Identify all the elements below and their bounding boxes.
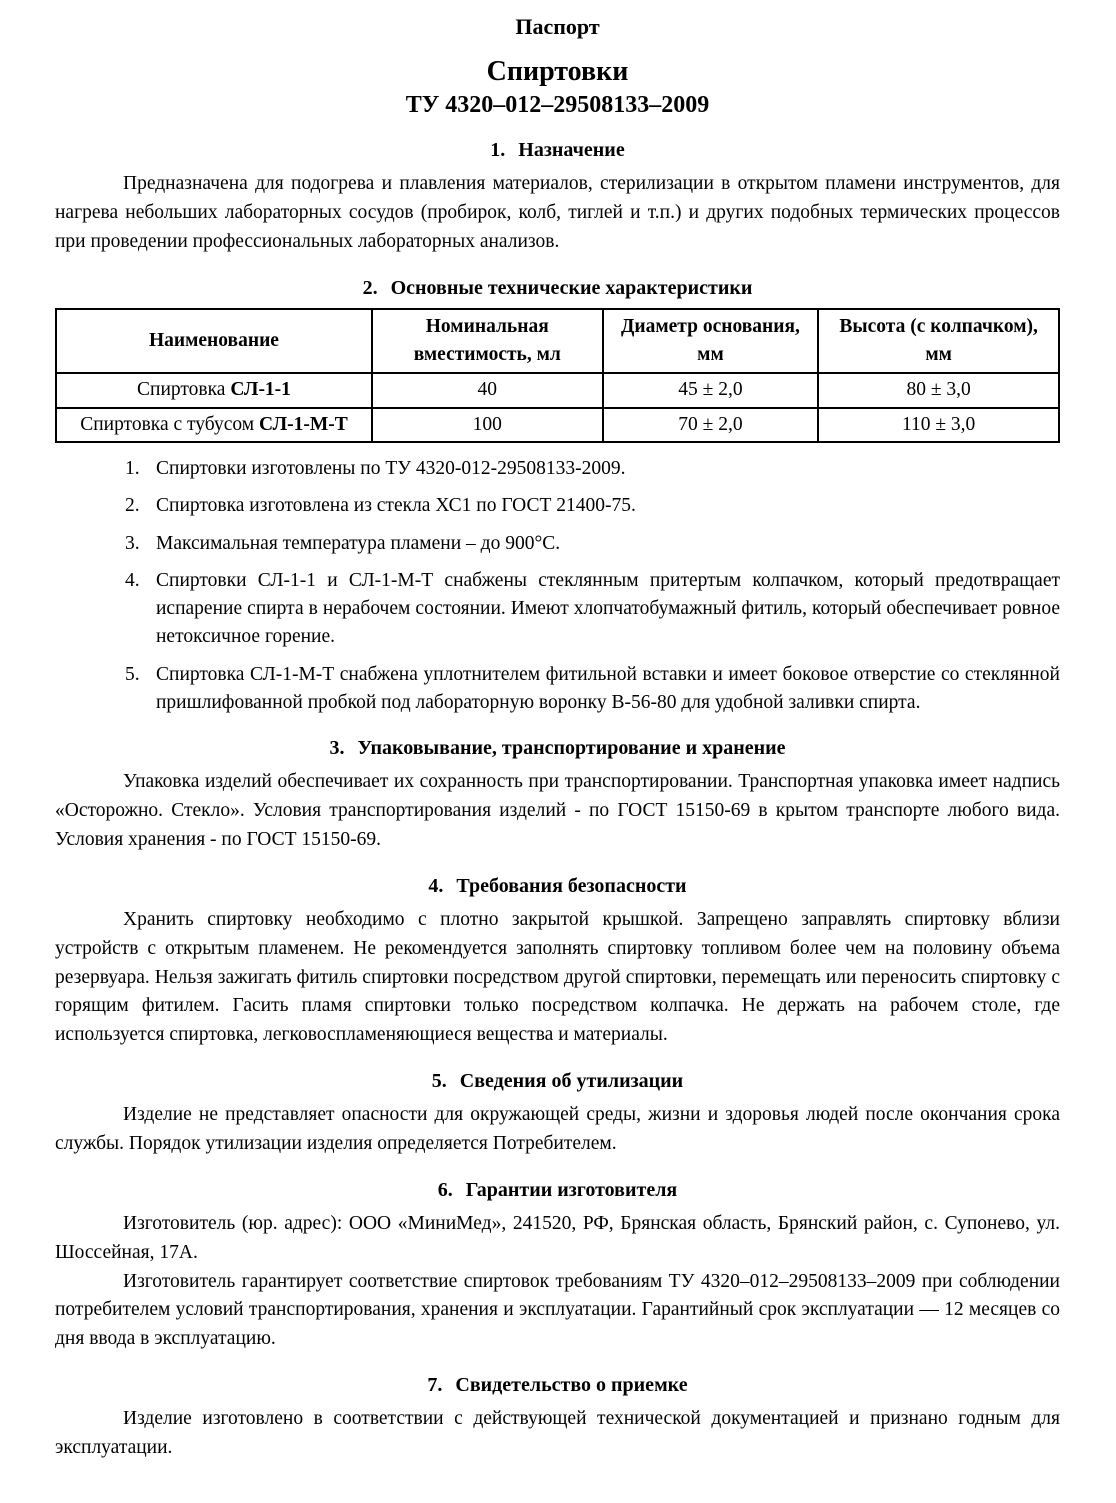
section-2-heading [55, 276, 1060, 301]
table-header-height: Высота (с колпачком), мм [818, 309, 1059, 374]
document-subtitle: Спиртовки [486, 56, 629, 88]
section-6-heading [55, 1178, 1060, 1203]
table-cell-height: 80 ± 3,0 [818, 373, 1059, 407]
section-1-paragraph: Предназначена для подогрева и плавления материалов, стерилизации в открытом пламени инструментов, для нагрева небольших лабораторных сосудов (пробирок, колб, тиглей и т.п.) и других подобных термических процессов при проведении профессиональных лабораторных анализов. [55, 173, 1060, 253]
table-cell-name [56, 408, 372, 442]
list-item-text: Спиртовки изготовлены по ТУ 4320-012-29508133-2009. [156, 458, 626, 480]
product-name-prefix: Спиртовка [137, 379, 231, 401]
table-row [56, 408, 1059, 442]
list-item-number: 2. [125, 495, 140, 517]
section-7-paragraph: Изделие изготовлено в соответствии с действующей технической документацией и признано годным для эксплуатации. [55, 1408, 1060, 1458]
table-cell-capacity: 40 [372, 373, 603, 407]
section-1-number: 1. [490, 139, 506, 162]
section-3-paragraph: Упаковка изделий обеспечивает их сохранность при транспортировании. Транспортная упаковка имеет надпись «Осторожно. Стекло». Условия транспортирования изделий - по ГОСТ 15150-69 в крытом транспорте любого вида. Условия хранения - по ГОСТ 15150-69. [55, 771, 1060, 850]
section-4-number: 4. [428, 874, 444, 897]
section-5-heading [55, 1069, 1060, 1094]
section-4-title: Требования безопасности [456, 874, 687, 897]
list-item-number: 3. [125, 532, 140, 554]
table-header-capacity: Номинальная вместимость, мл [372, 309, 603, 374]
notes-list [125, 455, 1060, 717]
section-6-paragraph-1: Изготовитель (юр. адрес): ООО «МиниМед», 241520, РФ, Брянская область, Брянский район, с. Супонево, ул. Шоссейная, 17А. [55, 1212, 1060, 1263]
tu-number: ТУ 4320–012–29508133–2009 [405, 91, 710, 118]
table-row [56, 373, 1059, 407]
section-4-heading [55, 874, 1060, 899]
table-cell-name [56, 373, 372, 407]
section-5-paragraph: Изделие не представляет опасности для окружающей среды, жизни и здоровья людей после окончания срока службы. Порядок утилизации изделия определяется Потребителем. [55, 1104, 1060, 1154]
section-3-heading [55, 736, 1060, 761]
product-name-prefix: Спиртовка с тубусом [80, 413, 259, 435]
list-item-text: Спиртовки СЛ-1-1 и СЛ-1-М-Т снабжены стеклянным притертым колпачком, который предотвращает испарение спирта в нерабочем состоянии. Имеют хлопчатобумажный фитиль, который обеспечивает ровное нетоксичное горение. [156, 569, 1060, 648]
section-2-number: 2. [362, 276, 378, 299]
table-header-diameter: Диаметр основания, мм [603, 309, 819, 374]
list-item-number: 1. [125, 458, 140, 480]
section-1-heading [55, 138, 1060, 163]
list-item-text: Спиртовка изготовлена из стекла ХС1 по ГОСТ 21400-75. [156, 495, 636, 517]
document-title: Паспорт [515, 14, 600, 39]
section-7-title: Свидетельство о приемке [455, 1374, 688, 1397]
table-cell-height: 110 ± 3,0 [818, 408, 1059, 442]
table-cell-diameter: 70 ± 2,0 [603, 408, 819, 442]
list-item [125, 455, 1060, 483]
section-6-number: 6. [437, 1178, 453, 1201]
section-7-heading [55, 1373, 1060, 1398]
section-2-title: Основные технические характеристики [390, 276, 753, 299]
product-model: СЛ-1-М-Т [258, 413, 348, 435]
list-item-text: Максимальная температура пламени – до 900°С. [156, 532, 561, 554]
product-model: СЛ-1-1 [230, 379, 291, 401]
list-item [125, 492, 1060, 520]
section-5-number: 5. [431, 1070, 447, 1093]
table-cell-diameter: 45 ± 2,0 [603, 373, 819, 407]
list-item [125, 661, 1060, 718]
table-header-row [56, 309, 1059, 374]
specs-table [55, 308, 1060, 443]
list-item [125, 530, 1060, 558]
section-4-paragraph: Хранить спиртовку необходимо с плотно закрытой крышкой. Запрещено заправлять спиртовку вблизи устройств с открытым пламенем. Не рекомендуется заполнять спиртовку топливом более чем на половину объема резервуара. Нельзя зажигать фитиль спиртовки посредством другой спиртовки, перемещать или переносить спиртовку с горящим фитилем. Гасить пламя спиртовки только посредством колпачка. Не держать на рабочем столе, где используется спиртовка, легковоспламеняющиеся вещества и материалы. [55, 908, 1060, 1046]
section-6-title: Гарантии изготовителя [465, 1178, 678, 1201]
list-item [125, 567, 1060, 652]
table-cell-capacity: 100 [372, 408, 603, 442]
section-5-title: Сведения об утилизации [459, 1070, 684, 1093]
table-header-name: Наименование [56, 309, 372, 374]
list-item-text: Спиртовка СЛ-1-М-Т снабжена уплотнителем фитильной вставки и имеет боковое отверстие со стеклянной пришлифованной пробкой под лабораторную воронку В-56-80 для удобной заливки спирта. [156, 663, 1060, 713]
list-item-number: 4. [125, 569, 140, 591]
section-6-paragraph-2: Изготовитель гарантирует соответствие спиртовок требованиям ТУ 4320–012–29508133–2009 при соблюдении потребителем условий транспортирования, хранения и эксплуатации. Гарантийный срок эксплуатации — 12 месяцев со дня ввода в эксплуатацию. [55, 1270, 1060, 1350]
section-1-title: Назначение [518, 139, 625, 162]
list-item-number: 5. [125, 663, 140, 685]
section-3-number: 3. [329, 737, 345, 760]
section-7-number: 7. [427, 1374, 443, 1397]
section-3-title: Упаковывание, транспортирование и хранение [357, 737, 786, 760]
